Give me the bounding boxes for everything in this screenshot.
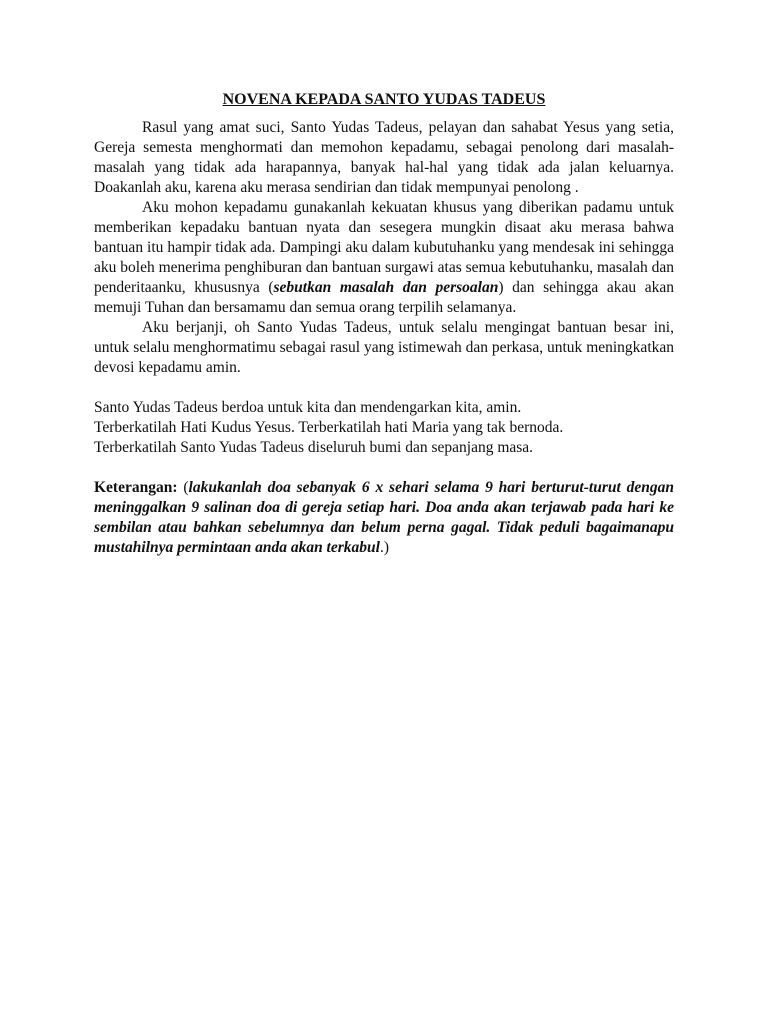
note-open-paren: (	[177, 479, 189, 496]
closing-line-3: Terberkatilah Santo Yudas Tadeus diseluruh bumi dan sepanjang masa.	[94, 439, 534, 456]
closing-line-1: Santo Yudas Tadeus berdoa untuk kita dan mendengarkan kita, amin.	[94, 399, 522, 416]
document-page	[94, 90, 674, 558]
paragraph-2-emphasis: sebutkan masalah dan persoalan	[273, 279, 499, 296]
spacer	[94, 458, 674, 478]
prayer-paragraph-2	[94, 198, 674, 318]
note-paragraph	[94, 478, 674, 558]
prayer-paragraph-3: Aku berjanji, oh Santo Yudas Tadeus, untuk selalu mengingat bantuan besar ini, untuk selalu menghormatimu sebagai rasul yang istimewah dan perkasa, untuk meningkatkan devosi kepadamu amin.	[94, 319, 674, 376]
prayer-paragraph-1: Rasul yang amat suci, Santo Yudas Tadeus, pelayan dan sahabat Yesus yang setia, Gereja semesta menghormati dan memohon kepadamu, sebagai penolong dari masalah-masalah yang tidak ada harapannya, banyak hal-hal yang tidak ada jalan keluarnya. Doakanlah aku, karena aku merasa sendirian dan tidak mempunyai penolong .	[94, 119, 674, 196]
document-title: NOVENA KEPADA SANTO YUDAS TADEUS	[222, 91, 546, 108]
paragraph-2-text-before: Aku mohon kepadamu gunakanlah kekuatan khusus yang diberikan padamu untuk memberikan kepadaku bantuan nyata dan sesegera mungkin disaat aku merasa bahwa bantuan itu hampir tidak ada. Dampingi aku dalam kubutuhanku yang mendesak ini sehingga aku boleh menerima penghiburan dan bantuan surgawi atas semua kebutuhanku, masalah dan penderitaanku, khususnya (	[94, 199, 674, 296]
paragraph-2-text-after: ) dan sehingga akau akan memuji Tuhan dan bersamamu dan semua orang terpilih selamanya.	[94, 279, 674, 316]
spacer	[94, 378, 674, 398]
note-close-paren: .)	[379, 539, 390, 556]
closing-line-2: Terberkatilah Hati Kudus Yesus. Terberkatilah hati Maria yang tak bernoda.	[94, 419, 564, 436]
note-body: lakukanlah doa sebanyak 6 x sehari selama 9 hari berturut-turut dengan meninggalkan 9 salinan doa di gereja setiap hari. Doa anda akan terjawab pada hari ke sembilan atau bahkan sebelumnya dan belum perna gagal. Tidak peduli bagaimanapu mustahilnya permintaan anda akan terkabul	[94, 479, 674, 556]
note-label: Keterangan:	[94, 479, 178, 496]
